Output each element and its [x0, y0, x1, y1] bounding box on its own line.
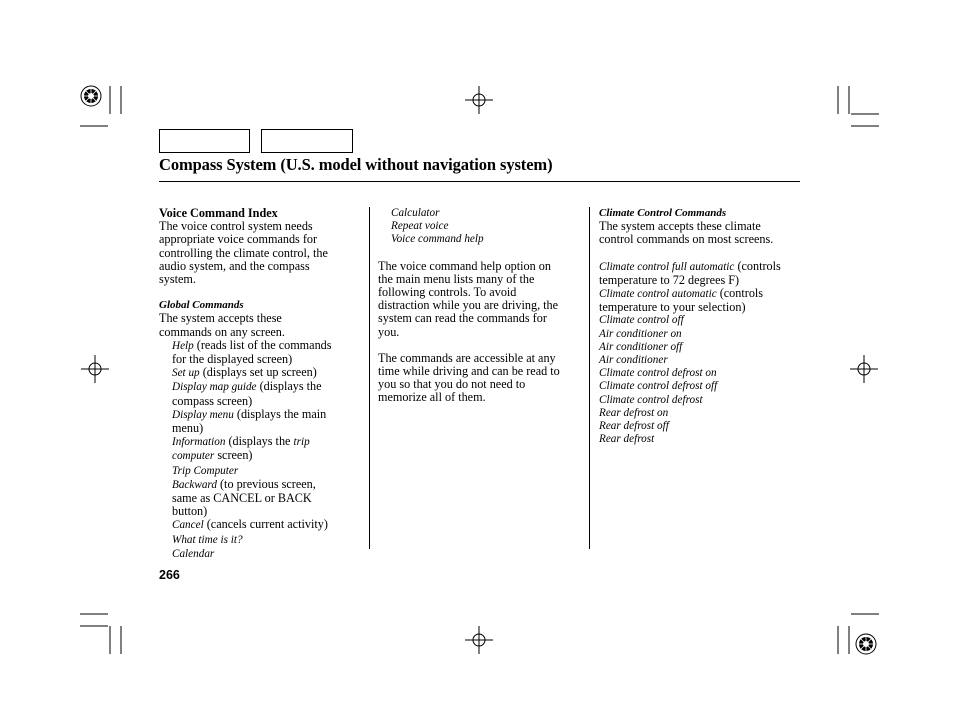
command-name: Calculator	[391, 207, 440, 219]
crosshair-left	[81, 355, 109, 383]
column-3	[599, 207, 804, 446]
paragraph-line: time while driving and can be read to	[378, 364, 560, 379]
section-heading-voice-command-index: Voice Command Index	[159, 206, 278, 220]
title-rule	[159, 181, 800, 182]
header-tab-box-2	[261, 129, 353, 153]
command-desc: (displays set up screen)	[199, 365, 317, 380]
command-line	[159, 464, 364, 478]
command-name: Display menu	[172, 408, 234, 421]
command-line	[159, 533, 364, 547]
column-divider-1	[369, 207, 370, 549]
crosshair-right	[850, 355, 878, 383]
sub-intro-line: The system accepts these	[159, 311, 282, 326]
intro-line: system.	[159, 272, 196, 287]
command-line	[599, 260, 804, 274]
registration-mark-top-left	[81, 86, 101, 106]
paragraph-line: The commands are accessible at any	[378, 350, 556, 365]
command-name: Backward	[172, 478, 217, 491]
command-name: What time is it?	[172, 533, 243, 546]
intro-line: control commands on most screens.	[599, 232, 774, 247]
command-name: Cancel	[172, 519, 204, 532]
paragraph-line: you.	[378, 324, 400, 339]
command-name: Climate control defrost	[599, 393, 703, 406]
command-name: Rear defrost	[599, 433, 655, 446]
command-line	[159, 449, 364, 463]
command-name: Repeat voice	[391, 220, 449, 233]
command-name: Climate control automatic	[599, 288, 717, 301]
header-tab-box-1	[159, 129, 250, 153]
command-desc: (controls	[734, 258, 781, 273]
command-line	[599, 274, 804, 287]
intro-line: The voice control system needs	[159, 219, 313, 234]
paragraph-line: distraction while you are driving, the	[378, 298, 559, 313]
command-name: Display map guide	[172, 381, 257, 394]
subheading-climate-control-commands: Climate Control Commands	[599, 207, 727, 219]
command-name: Climate control defrost off	[599, 380, 718, 393]
paragraph-line: the main menu lists many of the	[378, 271, 535, 286]
command-name: computer	[172, 450, 215, 463]
paragraph-line: system can read the commands for	[378, 311, 547, 326]
crosshair-top	[465, 86, 493, 114]
paragraph-line: you so that you do not need to	[378, 377, 526, 392]
intro-line: appropriate voice commands for	[159, 232, 318, 247]
page-title: Compass System (U.S. model without navigation system)	[159, 155, 553, 174]
command-desc: compass screen)	[172, 393, 253, 408]
registration-mark-bottom-right	[856, 634, 876, 654]
command-line	[159, 339, 364, 353]
command-desc: temperature to your selection)	[599, 300, 746, 315]
command-desc: (controls	[716, 286, 764, 301]
intro-line: audio system, and the compass	[159, 258, 310, 273]
intro-line: The system accepts these climate	[599, 219, 761, 234]
command-desc: button)	[172, 504, 208, 519]
intro-line: controlling the climate control, the	[159, 245, 328, 260]
command-name: Voice command help	[391, 233, 484, 246]
paragraph-line: memorize all of them.	[378, 390, 486, 405]
column-1	[159, 207, 364, 561]
command-name: Climate control defrost on	[599, 367, 717, 380]
command-desc: same as CANCEL or BACK	[172, 491, 312, 506]
command-line	[159, 478, 364, 492]
column-divider-2	[589, 207, 590, 549]
command-name: Air conditioner	[599, 354, 668, 367]
subheading-global-commands: Global Commands	[159, 299, 244, 312]
command-line	[159, 380, 364, 394]
command-line	[159, 547, 364, 561]
command-desc: menu)	[172, 421, 204, 436]
command-line	[159, 518, 364, 532]
command-line	[599, 287, 804, 301]
command-desc: (cancels current activity)	[203, 517, 328, 532]
command-line	[599, 301, 804, 314]
command-name: Rear defrost off	[599, 420, 669, 433]
paragraph-line: following controls. To avoid	[378, 285, 517, 300]
command-desc: (displays the	[225, 434, 294, 449]
command-desc: (reads list of the commands	[193, 337, 332, 352]
command-name: Trip Computer	[172, 464, 239, 477]
paragraph-line: The voice command help option on	[378, 258, 551, 273]
command-name: Climate control off	[599, 314, 684, 327]
command-name: Information	[172, 436, 226, 449]
sub-intro-line: commands on any screen.	[159, 324, 285, 339]
command-desc: (displays the main	[233, 406, 327, 421]
command-name: trip	[293, 436, 310, 449]
command-line	[159, 366, 364, 380]
command-name: Help	[172, 339, 194, 352]
column-2	[378, 207, 583, 405]
command-line	[159, 435, 364, 449]
command-desc: screen)	[214, 448, 253, 463]
command-line	[159, 408, 364, 422]
command-name: Climate control full automatic	[599, 260, 735, 273]
command-name: Air conditioner off	[599, 340, 683, 353]
command-desc: for the displayed screen)	[172, 352, 293, 367]
command-desc: temperature to 72 degrees F)	[599, 272, 740, 287]
command-desc: (to previous screen,	[216, 476, 316, 491]
crosshair-bottom	[465, 626, 493, 654]
command-name: Set up	[172, 367, 200, 380]
command-name: Air conditioner on	[599, 327, 682, 340]
page-number: 266	[159, 568, 180, 582]
command-desc: (displays the	[256, 379, 322, 394]
command-name: Rear defrost on	[599, 406, 669, 419]
command-name: Calendar	[172, 547, 215, 560]
